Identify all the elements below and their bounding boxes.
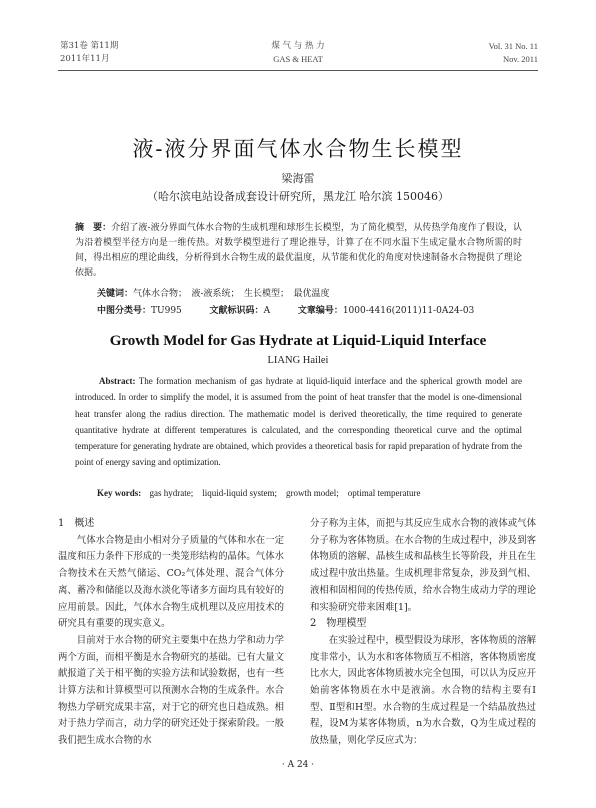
- issue-date: 2011年11月: [60, 54, 110, 64]
- paragraph: 气体水合物是由小相对分子质量的气体和水在一定温度和压力条件下形成的一类笼形结构的晶体。气体水合物技术在天然气储运、CO₂气体处理、混合气体分离、蓄冷和储能以及海水淡化等诸多方面均具有较好的应用前景。因此，气体水合物生成机理以及应用技术的研究具有重要的现实意义。: [58, 534, 284, 630]
- abstract-en-label: Abstract:: [99, 376, 136, 386]
- section-1-heading: 1 概述: [58, 518, 95, 529]
- keywords-en-text: gas hydrate; liquid-liquid system; growth model; optimal temperature: [149, 488, 421, 498]
- doc-code-label: 文献标识码：: [209, 306, 264, 316]
- keywords-cn-label: 关键词：: [97, 289, 134, 299]
- abstract-cn: [75, 221, 522, 281]
- author-cn: 梁海雷: [281, 172, 315, 185]
- keywords-en: [97, 486, 420, 499]
- header-rule: [58, 70, 538, 71]
- article-number-value: 1000-4416(2011)11-0A24-03: [342, 306, 475, 316]
- paragraph: 在实验过程中，模型假设为球形，客体物质的溶解度非常小，认为水和客体物质互不相溶，客体物质密度比水大，因此客体物质被水完全包围，可以认为反应开始前客体物质在水中是液滴。水合物的结构主要有Ⅰ型、Ⅱ型和H型。水合物的生成过程是一个结晶放热过程，设M为某客体物质，n为水合数，Q为生成过程的放热量，则化学反应式为：: [310, 634, 536, 747]
- section-2-heading: 2 物理模型: [310, 618, 367, 630]
- abstract-en-text: The formation mechanism of gas hydrate at liquid-liquid interface and the spherical growth model are introduced. In order to simplify the model, it is assumed from the point of heat transfer that the model is one-dimensional heat transfer along the radius direction. The mathematic model is derived theoretically, the time required to generate quantitative hydrate at different temperatures is calculated, and the corresponding theoretical curve and the optimal temperature for generating hydrate are obtained, which provides a theoretical basis for rapid preparation of hydrate from the point of energy saving and optimization.: [75, 376, 523, 468]
- journal-name-en: GAS & HEAT: [273, 54, 323, 64]
- paragraph: 目前对于水合物的研究主要集中在热力学和动力学两个方面，而相平衡是水合物研究的基础。已有大量文献报道了关于相平衡的实验方法和试验数据，也有一些计算方法和计算模型可以预测水合物的生成条件。水合物热力学研究成果丰富，对于它的研究也日趋成熟。相对于热力学而言，动力学的研究还处于探索阶段。一般我们把生成水合物的水: [58, 634, 284, 747]
- abstract-en: [75, 373, 522, 471]
- keywords-cn: [97, 286, 330, 299]
- paper-title-cn: 液-液分界面气体水合物生长模型: [132, 137, 464, 161]
- keywords-cn-text: 气体水合物； 液-液系统； 生长模型； 最优温度: [133, 289, 330, 299]
- page-number: · A 24 ·: [281, 760, 315, 770]
- classification-line: [97, 303, 474, 316]
- paragraph: 分子称为主体，而把与其反应生成水合物的液体或气体分子称为客体物质。在水合物的生成过程中，涉及到客体物质的溶解、晶核生成和晶核生长等阶段，并且在生成过程中放出热量。生成机理非常复杂，涉及到气相、液相和固相间的传热传质，给水合物生成动力学的理论和实验研究带来困难[1]。: [310, 518, 536, 613]
- journal-name-cn: 煤 气 与 热 力: [271, 41, 325, 51]
- body-column-right: [310, 516, 536, 750]
- clc-value: TU995: [151, 306, 182, 316]
- volume-issue: 第31卷 第11期: [60, 41, 119, 51]
- clc-label: 中图分类号：: [97, 306, 152, 316]
- keywords-en-label: Key words:: [97, 488, 142, 498]
- paper-title-en: Growth Model for Gas Hydrate at Liquid-Liquid Interface: [109, 333, 487, 349]
- journal-volume-info-en: [489, 40, 538, 66]
- body-column-left: [58, 516, 284, 750]
- issue-date-en: Nov. 2011: [502, 54, 538, 64]
- doc-code-value: A: [263, 306, 271, 316]
- abstract-cn-text: 介绍了液-液分界面气体水合物的生成机理和球形生长模型，为了简化模型，从传热学角度作了假设，认为沿着模型半径方向是一维传热。对数学模型进行了理论推导，计算了在不同水温下生成定量水合物所需的时间，得出相应的理论曲线，分析得到水合物生成的最优温度，从节能和优化的角度对快速制备水合物提供了理论依据。: [75, 223, 522, 278]
- author-en: LIANG Hailei: [267, 355, 329, 366]
- volume-issue-en: Vol. 31 No. 11: [488, 41, 538, 51]
- article-number-label: 文章编号：: [297, 306, 343, 316]
- affiliation-cn: （哈尔滨电站设备成套设计研究所，黑龙江 哈尔滨 150046）: [147, 190, 449, 203]
- abstract-cn-label: 摘 要：: [75, 223, 112, 233]
